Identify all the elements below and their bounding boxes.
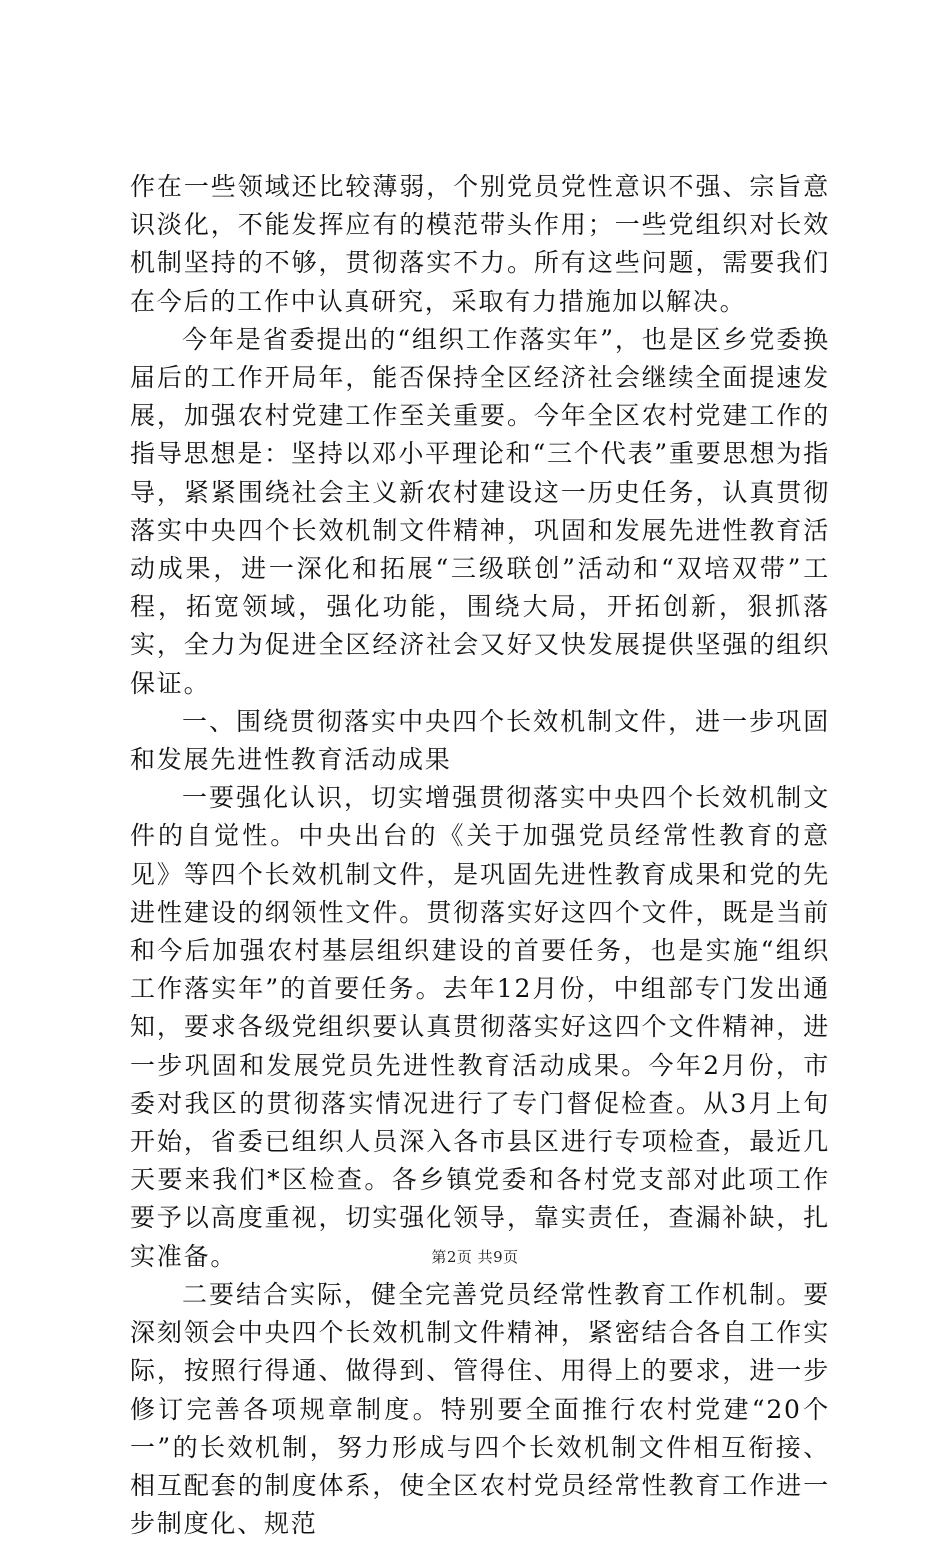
paragraph-1: 作在一些领域还比较薄弱，个别党员党性意识不强、宗旨意识淡化，不能发挥应有的模范带头作用；一些党组织对长效机制坚持的不够，贯彻落实不力。所有这些问题，需要我们在今后的工作中认真研究，采取有力措施加以解决。 (130, 172, 830, 316)
paragraph-2: 今年是省委提出的“组织工作落实年”，也是区乡党委换届后的工作开局年，能否保持全区经济社会继续全面提速发展，加强农村党建工作至关重要。今年全区农村党建工作的指导思想是：坚持以邓小平理论和“三个代表”重要思想为指导，紧紧围绕社会主义新农村建设这一历史任务，认真贯彻落实中央四个长效机制文件精神，巩固和发展先进性教育活动成果，进一深化和拓展“三级联创”活动和“双培双带”工程，拓宽领域，强化功能，围绕大局，开拓创新，狠抓落实，全力为促进全区经济社会又好又快发展提供坚强的组织保证。 (130, 324, 830, 698)
page-number-footer: 第2页 共9页 (431, 1248, 519, 1266)
document-body (130, 168, 830, 1543)
section-heading-1: 一、围绕贯彻落实中央四个长效机制文件，进一步巩固和发展先进性教育活动成果 (130, 706, 830, 775)
paragraph-4: 二要结合实际，健全完善党员经常性教育工作机制。要深刻领会中央四个长效机制文件精神，紧密结合各自工作实际，按照行得通、做得到、管得住、用得上的要求，进一步修订完善各项规章制度。特别要全面推行农村党建“20个一”的长效机制，努力形成与四个长效机制文件相互衔接、相互配套的制度体系，使全区农村党员经常性教育工作进一步制度化、规范 (130, 1279, 830, 1539)
paragraph-3: 一要强化认识，切实增强贯彻落实中央四个长效机制文件的自觉性。中央出台的《关于加强党员经常性教育的意见》等四个长效机制文件，是巩固先进性教育成果和党的先进性建设的纲领性文件。贯彻落实好这四个文件，既是当前和今后加强农村基层组织建设的首要任务，也是实施“组织工作落实年”的首要任务。去年12月份，中组部专门发出通知，要求各级党组织要认真贯彻落实好这四个文件精神，进一步巩固和发展党员先进性教育活动成果。今年2月份，市委对我区的贯彻落实情况进行了专门督促检查。从3月上旬开始，省委已组织人员深入各市县区进行专项检查，最近几天要来我们*区检查。各乡镇党委和各村党支部对此项工作要予以高度重视，切实强化领导，靠实责任，查漏补缺，扎实准备。 (130, 783, 830, 1271)
